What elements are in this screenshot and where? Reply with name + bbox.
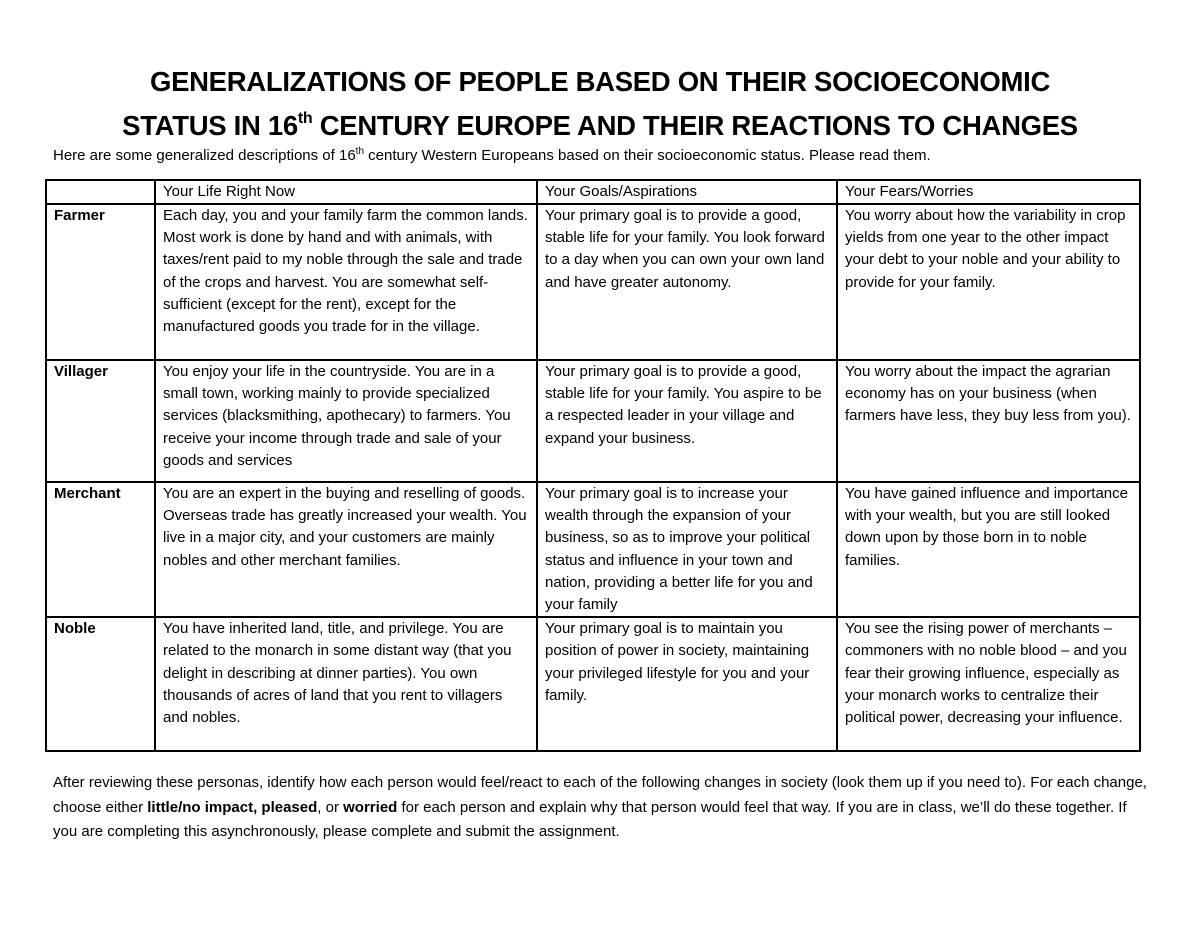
title-superscript: th [297, 110, 313, 127]
table-header-row [46, 180, 1140, 204]
cell-merchant-fears: You have gained influence and importance with your wealth, but you are still looked down upon by those born in to noble families. [837, 482, 1140, 617]
cell-noble-life: You have inherited land, title, and privilege. You are related to the monarch in some distant way (that you delight in describing at dinner parties). You own thousands of acres of land that you rent to villagers and nobles. [155, 617, 537, 751]
title-line-2 [0, 104, 1200, 148]
table-row-merchant [46, 482, 1140, 617]
table-row-noble [46, 617, 1140, 751]
instructions-paragraph [53, 771, 1153, 845]
instructions-start: After reviewing these personas, identify how each person would feel/react to each of the following changes in society (look them up if you need to). For each change, choose either [53, 774, 1147, 816]
intro-text [53, 145, 931, 167]
cell-villager-fears: You worry about the impact the agrarian economy has on your business (when farmers have less, they buy less from you). [837, 360, 1140, 482]
cell-farmer-goals: Your primary goal is to provide a good, stable life for your family. You look forward to a day when you can own your own land and have greater autonomy. [537, 204, 837, 360]
title-line-1: GENERALIZATIONS OF PEOPLE BASED ON THEIR SOCIOECONOMIC [149, 66, 1050, 97]
header-cell-life: Your Life Right Now [155, 180, 537, 204]
title-line-2-start: STATUS IN 16 [122, 110, 298, 141]
intro-end: century Western Europeans based on their socioeconomic status. Please read them. [364, 147, 931, 164]
intro-superscript: th [355, 146, 365, 157]
row-label-farmer: Farmer [46, 204, 155, 360]
personas-table [45, 179, 1141, 752]
option-separator-2: , or [317, 798, 344, 816]
intro-start: Here are some generalized descriptions of 16 [53, 147, 356, 164]
cell-noble-goals: Your primary goal is to maintain you position of power in society, maintaining your privileged lifestyle for you and your family. [537, 617, 837, 751]
instructions-end: for each person and explain why that person would feel that way. If you are in class, we’ll do these together. If you are completing this asynchronously, please complete and submit the assignment. [53, 798, 1127, 840]
table-row-farmer [46, 204, 1140, 360]
table-row-villager [46, 360, 1140, 482]
document-title [0, 60, 1200, 148]
cell-villager-goals: Your primary goal is to provide a good, stable life for your family. You aspire to be a respected leader in your village and expand your business. [537, 360, 837, 482]
row-label-villager: Villager [46, 360, 155, 482]
cell-farmer-life: Each day, you and your family farm the common lands. Most work is done by hand and with animals, with taxes/rent paid to my noble through the sale and trade of the crops and harvest. You are somewhat self-sufficient (except for the rent), except for the manufactured goods you trade for in the village. [155, 204, 537, 360]
option-worried: worried [343, 798, 398, 816]
header-cell-empty [46, 180, 155, 204]
header-cell-fears: Your Fears/Worries [837, 180, 1140, 204]
row-label-noble: Noble [46, 617, 155, 751]
option-little-no-impact: little/no impact [147, 798, 254, 816]
cell-merchant-goals: Your primary goal is to increase your wealth through the expansion of your business, so as to improve your political status and influence in your town and nation, providing a better life for you and your family [537, 482, 837, 617]
option-separator-1: , [253, 798, 262, 816]
cell-merchant-life: You are an expert in the buying and reselling of goods. Overseas trade has greatly increased your wealth. You live in a major city, and your customers are mainly nobles and other merchant families. [155, 482, 537, 617]
row-label-merchant: Merchant [46, 482, 155, 617]
option-pleased: pleased [261, 798, 318, 816]
cell-farmer-fears: You worry about how the variability in crop yields from one year to the other impact your debt to your noble and your ability to provide for your family. [837, 204, 1140, 360]
cell-villager-life: You enjoy your life in the countryside. You are in a small town, working mainly to provide specialized services (blacksmithing, apothecary) to farmers. You receive your income through trade and sale of your goods and services [155, 360, 537, 482]
title-line-2-end: CENTURY EUROPE AND THEIR REACTIONS TO CHANGES [312, 110, 1078, 141]
cell-noble-fears: You see the rising power of merchants – commoners with no noble blood – and you fear their growing influence, especially as your monarch works to centralize their political power, decreasing your influence. [837, 617, 1140, 751]
header-cell-goals: Your Goals/Aspirations [537, 180, 837, 204]
